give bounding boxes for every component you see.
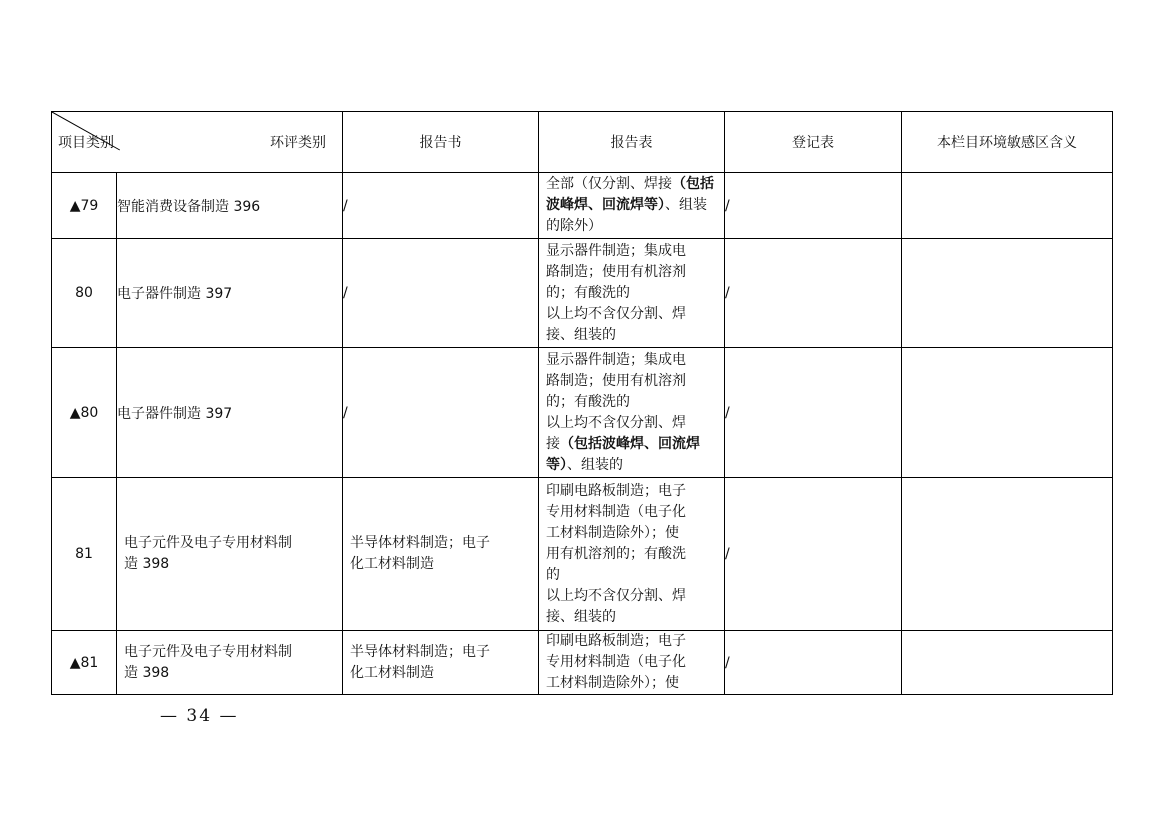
report-form-line: 接、组装的 — [546, 608, 616, 625]
sensitive-area-value — [902, 173, 1113, 239]
registration-value: / — [725, 348, 902, 478]
report-book-value: / — [343, 239, 539, 348]
report-form-line: 工材料制造除外）；使 — [546, 675, 679, 691]
header-eia-category: 环评类别 — [270, 135, 326, 151]
report-form-part: 接 — [546, 435, 560, 452]
report-form-line: 用有机溶剂的；有酸洗 — [546, 545, 686, 562]
report-form-value — [539, 239, 725, 348]
row-number: 81 — [52, 478, 117, 631]
report-form-line: 印刷电路板制造；电子 — [546, 482, 686, 499]
sensitive-area-value — [902, 239, 1113, 348]
classification-table — [51, 111, 1113, 695]
header-sensitive-area: 本栏目环境敏感区含义 — [902, 112, 1113, 173]
project-category: 电子器件制造 397 — [117, 348, 343, 478]
sensitive-area-value — [902, 478, 1113, 631]
project-category: 电子器件制造 397 — [117, 239, 343, 348]
page-number: — 34 — — [160, 706, 239, 726]
table-header-row — [52, 112, 1113, 173]
table-row — [52, 478, 1113, 631]
report-form-value — [539, 478, 725, 631]
registration-value: / — [725, 478, 902, 631]
report-book-line: 化工材料制造 — [350, 556, 434, 572]
report-form-part: 、组装的除外） — [546, 197, 707, 234]
report-form-line: 显示器件制造；集成电 — [546, 351, 686, 368]
report-form-part-bold: （包括波峰焊、回流焊等） — [546, 435, 700, 473]
project-category: 智能消费设备制造 396 — [117, 173, 343, 239]
registration-value: / — [725, 631, 902, 695]
project-category — [117, 631, 343, 695]
row-number: ▲81 — [52, 631, 117, 695]
report-form-line: 路制造；使用有机溶剂 — [546, 372, 686, 389]
category-line: 电子元件及电子专用材料制 — [124, 535, 292, 551]
header-report-form: 报告表 — [539, 112, 725, 173]
report-book-value: / — [343, 348, 539, 478]
report-book-value — [343, 631, 539, 695]
table-row — [52, 348, 1113, 478]
table-row — [52, 631, 1113, 695]
diagonal-header-cell — [52, 112, 343, 173]
report-form-line: 印刷电路板制造；电子 — [546, 633, 686, 649]
report-book-line: 化工材料制造 — [350, 664, 434, 681]
category-line: 造 398 — [124, 664, 170, 681]
report-form-line: 的；有酸洗的 — [546, 284, 630, 301]
report-form-line: 专用材料制造（电子化 — [546, 654, 686, 670]
category-line: 造 398 — [124, 556, 170, 572]
registration-value: / — [725, 239, 902, 348]
report-form-line: 工材料制造除外）；使 — [546, 524, 679, 541]
report-book-line: 半导体材料制造；电子 — [350, 535, 490, 551]
registration-value: / — [725, 173, 902, 239]
sensitive-area-value — [902, 631, 1113, 695]
report-form-line: 以上均不含仅分割、焊 — [546, 587, 686, 604]
report-form-line: 接、组装的 — [546, 326, 616, 343]
report-book-value: / — [343, 173, 539, 239]
report-form-line: 的；有酸洗的 — [546, 393, 630, 410]
report-book-line: 半导体材料制造；电子 — [350, 643, 490, 660]
report-form-line: 的 — [546, 566, 560, 583]
row-number: ▲79 — [52, 173, 117, 239]
project-category — [117, 478, 343, 631]
category-line: 电子元件及电子专用材料制 — [124, 643, 292, 660]
header-registration-form: 登记表 — [725, 112, 902, 173]
report-form-line: 专用材料制造（电子化 — [546, 503, 686, 520]
row-number: 80 — [52, 239, 117, 348]
table-row — [52, 173, 1113, 239]
header-project-category: 项目类别 — [58, 135, 114, 151]
sensitive-area-value — [902, 348, 1113, 478]
report-form-value — [539, 631, 725, 695]
report-form-line: 路制造；使用有机溶剂 — [546, 263, 686, 280]
report-form-line: 以上均不含仅分割、焊 — [546, 305, 686, 322]
report-form-line: 以上均不含仅分割、焊 — [546, 414, 686, 431]
header-report-book: 报告书 — [343, 112, 539, 173]
report-form-line: 显示器件制造；集成电 — [546, 242, 686, 259]
row-number: ▲80 — [52, 348, 117, 478]
report-form-value — [539, 173, 725, 239]
report-book-value — [343, 478, 539, 631]
report-form-part: 全部（仅分割、焊接 — [546, 176, 672, 192]
report-form-part-bold: （包括波峰焊、回流焊等） — [546, 176, 714, 213]
table-row — [52, 239, 1113, 348]
report-form-value — [539, 348, 725, 478]
report-form-part: 、组装的 — [567, 456, 623, 473]
